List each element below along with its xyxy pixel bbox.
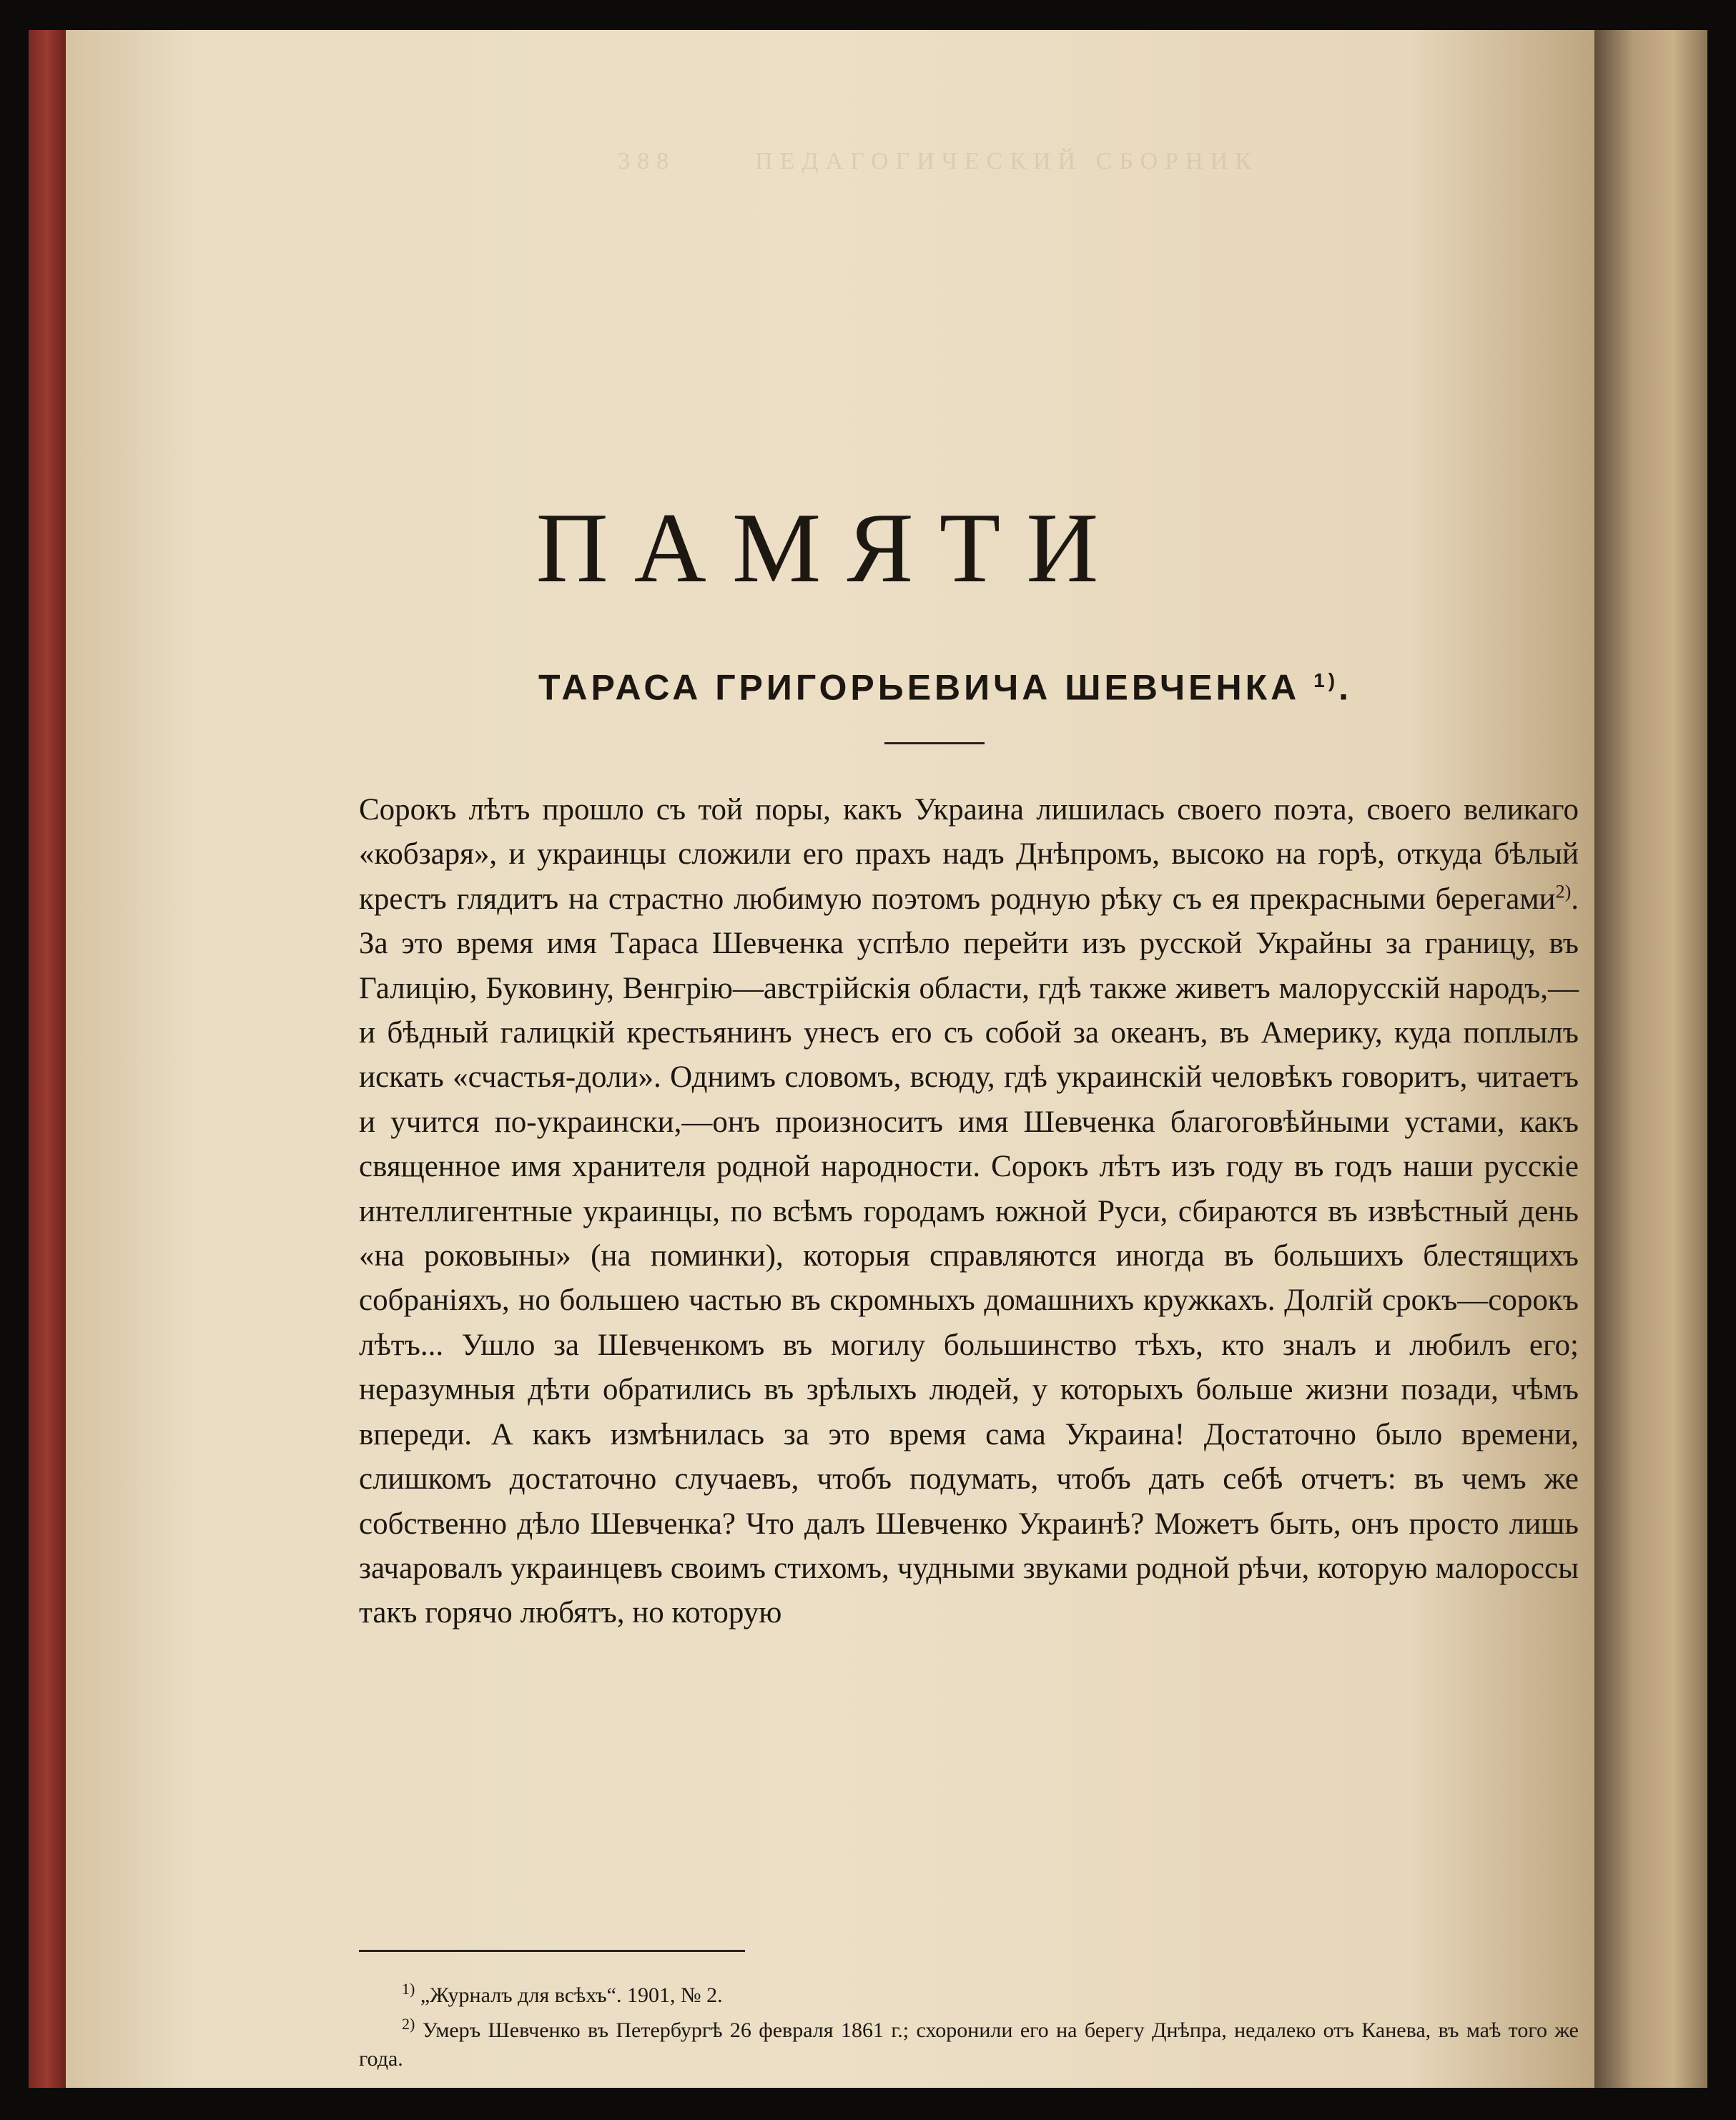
article-subtitle-text: ТАРАСА ГРИГОРЬЕВИЧА ШЕВЧЕНКА	[538, 667, 1301, 708]
article-title: ПАМЯТИ	[536, 493, 1125, 603]
bleed-through-header	[316, 144, 1560, 179]
background-edge	[1707, 30, 1736, 2088]
book-page	[66, 30, 1594, 2088]
footnote-1-number: 1)	[402, 1980, 415, 1998]
book-cover-edge	[29, 30, 66, 2088]
body-footnote-marker: 2)	[1555, 881, 1572, 902]
footnote-2	[359, 2010, 1579, 2074]
footnote-1	[359, 1975, 1579, 2010]
facing-page-edge	[1594, 30, 1707, 2088]
title-divider	[884, 742, 985, 744]
body-paragraph-part-2: . За это время имя Тараса Шевченка успѣло перейти изъ русской Украйны за границу, въ Галицію, Буковину, Венгрію—австрійскія области, гдѣ также живетъ малорусскій народъ,—и бѣдный галицкій крестьянинъ унесъ его съ собой за океанъ, въ Америку, куда поплылъ искать «счастья-доли». Однимъ словомъ, всюду, гдѣ украинскій человѣкъ говоритъ, читаетъ и учится по-украински,—онъ произноситъ имя Шевченка благоговѣйными устами, какъ священное имя хранителя родной народности. Сорокъ лѣтъ изъ году въ годъ наши русскіе интеллигентные украинцы, по всѣмъ городамъ южной Руси, сбираются въ извѣстный день «на роковыны» (на поминки), которыя справляются иногда въ большихъ блестящихъ собраніяхъ, но большею частью въ скромныхъ домашнихъ кружкахъ. Долгій срокъ—сорокъ лѣтъ... Ушло за Шевченкомъ въ могилу большинство тѣхъ, кто зналъ и любилъ его; неразумныя дѣти обратились въ зрѣлыхъ людей, у которыхъ больше жизни позади, чѣмъ впереди. А какъ измѣнилась за это время сама Украина! Достаточно было времени, слишкомъ достаточно случаевъ, чтобъ подумать, чтобъ дать себѣ отчетъ: въ чемъ же собственно дѣло Шевченка? Что далъ Шевченко Украинѣ? Можетъ быть, онъ просто лишь зачаровалъ украинцевъ своимъ стихомъ, чудными звуками родной рѣчи, которую малороссы такъ горячо любятъ, но которую	[359, 882, 1579, 1630]
article-subtitle: ТАРАСА ГРИГОРЬЕВИЧА ШЕВЧЕНКА $^{1)}$.	[538, 667, 1352, 708]
footnote-1-text: „Журналъ для всѣхъ“. 1901, № 2.	[420, 1983, 723, 2007]
footnote-2-number: 2)	[402, 2015, 415, 2033]
bleed-through-text	[316, 144, 1560, 200]
footnote-divider	[359, 1950, 745, 1952]
footnotes	[359, 1975, 1579, 2074]
subtitle-footnote-marker: 1)	[1313, 669, 1339, 691]
bleed-through-running-head: ПЕДАГОГИЧЕСКИЙ СБОРНИК	[755, 148, 1258, 174]
article-body	[359, 788, 1579, 1636]
bleed-through-page-number: 388	[618, 148, 676, 174]
body-paragraph-part-1: Сорокъ лѣтъ прошло съ той поры, какъ Украина лишилась своего поэта, своего великаго «кобзаря», и украинцы сложили его прахъ надъ Днѣпромъ, высоко на горѣ, откуда бѣлый крестъ глядитъ на страстно любимую поэтомъ родную рѣку съ ея прекрасными берегами	[359, 793, 1579, 916]
footnote-2-text: Умеръ Шевченко въ Петербургѣ 26 февраля 1861 г.; схоронили его на берегу Днѣпра, недалеко отъ Канева, въ маѣ того же года.	[359, 2018, 1579, 2071]
